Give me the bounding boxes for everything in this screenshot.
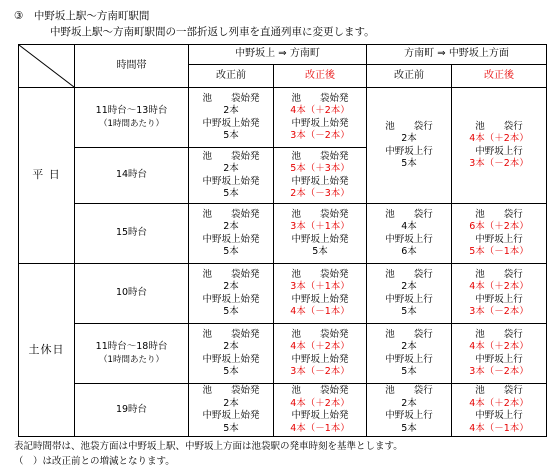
- origin-label: 中野坂上始発: [202, 175, 260, 187]
- destination-label: 中野坂上行: [475, 233, 523, 245]
- d1-before-cell: [189, 148, 274, 204]
- time-band-label: 19時台: [115, 403, 148, 415]
- header-time-band: 時間帯: [75, 45, 189, 88]
- d1-after-cell: [274, 384, 367, 437]
- train-count: 5本: [223, 246, 239, 257]
- train-count: 5本: [223, 130, 239, 141]
- destination-label: 池 袋行: [385, 208, 433, 220]
- origin-label: 池 袋始発: [291, 150, 349, 162]
- destination-label: 池 袋行: [475, 385, 523, 396]
- time-band-label: 11時台～18時台: [95, 341, 168, 352]
- d2-before-cell: [367, 384, 452, 437]
- d1-after-cell: [274, 88, 367, 148]
- train-count-change: 4本（＋2本）: [469, 341, 529, 352]
- d2-before-cell: [367, 88, 452, 204]
- origin-label: 池 袋始発: [202, 208, 260, 220]
- origin-label: 池 袋始発: [291, 328, 349, 340]
- train-count-change: 4本（－1本）: [469, 422, 529, 434]
- destination-label: 中野坂上行: [475, 410, 523, 421]
- time-band-cell: [75, 88, 189, 148]
- d2-after-cell: [452, 88, 547, 204]
- d2-after-cell: [452, 324, 547, 384]
- origin-label: 中野坂上始発: [291, 175, 349, 187]
- origin-label: 池 袋始発: [202, 150, 260, 162]
- d1-before-cell: [189, 264, 274, 324]
- header-d1-before: 改正前: [189, 65, 274, 88]
- timetable-change-table: [18, 44, 547, 437]
- header-direction-2: 方南町 ⇒ 中野坂上方面: [367, 45, 547, 65]
- d1-before-cell: [189, 204, 274, 264]
- origin-label: 池 袋始発: [291, 92, 349, 104]
- train-count: 5本: [401, 366, 417, 377]
- train-count-change: 3本（－2本）: [290, 130, 350, 141]
- train-count: 2本: [401, 133, 417, 144]
- destination-label: 中野坂上行: [475, 353, 523, 365]
- header-d2-after: 改正後: [452, 65, 547, 88]
- table-row: [19, 88, 547, 148]
- train-count: 5本: [401, 306, 417, 317]
- destination-label: 中野坂上行: [475, 145, 523, 157]
- time-band-note: （1時間あたり）: [99, 118, 164, 129]
- origin-label: 中野坂上始発: [291, 233, 349, 245]
- destination-label: 中野坂上行: [385, 353, 433, 365]
- train-count: 2本: [223, 281, 239, 292]
- origin-label: 中野坂上始発: [202, 293, 260, 305]
- train-count-change: 3本（－2本）: [469, 158, 529, 169]
- d2-before-cell: [367, 204, 452, 264]
- header-direction-1: 中野坂上 ⇒ 方南町: [189, 45, 367, 65]
- table-row: [19, 204, 547, 264]
- train-count-change: 6本（＋2本）: [469, 221, 529, 232]
- destination-label: 中野坂上行: [475, 293, 523, 305]
- destination-label: 池 袋行: [385, 268, 433, 280]
- destination-label: 池 袋行: [475, 208, 523, 220]
- destination-label: 池 袋行: [475, 120, 523, 132]
- destination-label: 中野坂上行: [385, 145, 433, 157]
- train-count-change: 4本（＋2本）: [469, 397, 529, 409]
- destination-label: 中野坂上行: [385, 233, 433, 245]
- origin-label: 池 袋始発: [202, 268, 260, 280]
- origin-label: 池 袋始発: [291, 385, 349, 396]
- train-count: 2本: [223, 163, 239, 174]
- train-count: 2本: [401, 281, 417, 292]
- origin-label: 中野坂上始発: [202, 353, 260, 365]
- destination-label: 池 袋行: [385, 120, 433, 132]
- d1-before-cell: [189, 324, 274, 384]
- train-count-change: 4本（－1本）: [290, 306, 350, 317]
- d2-after-cell: [452, 204, 547, 264]
- d2-after-cell: [452, 264, 547, 324]
- train-count: 2本: [223, 397, 239, 409]
- origin-label: 中野坂上始発: [291, 293, 349, 305]
- train-count-change: 4本（＋2本）: [469, 281, 529, 292]
- table-row: [19, 264, 547, 324]
- train-count-change: 3本（－2本）: [469, 306, 529, 317]
- train-count-change: 3本（－2本）: [469, 366, 529, 377]
- d1-after-cell: [274, 148, 367, 204]
- origin-label: 池 袋始発: [291, 268, 349, 280]
- header-corner-cell: [19, 45, 75, 88]
- footnote: 表記時間帯は、池袋方面は中野坂上駅、中野坂上方面は池袋駅の発車時刻を基準とします。: [14, 441, 403, 452]
- train-count-change: 5本（－1本）: [469, 246, 529, 257]
- time-band-label: 10時台: [115, 287, 148, 299]
- d1-after-cell: [274, 204, 367, 264]
- category-holiday: 土休日: [19, 264, 75, 437]
- train-count: 2本: [401, 341, 417, 352]
- origin-label: 中野坂上始発: [291, 410, 349, 421]
- train-count: 5本: [401, 422, 417, 434]
- train-count-change: 4本（＋2本）: [290, 105, 350, 116]
- table-row: [19, 384, 547, 437]
- time-band-note: （1時間あたり）: [99, 354, 164, 365]
- train-count: 2本: [223, 221, 239, 232]
- train-count: 6本: [401, 246, 417, 257]
- origin-label: 中野坂上始発: [291, 353, 349, 365]
- train-count: 2本: [401, 397, 417, 409]
- category-weekday: 平 日: [19, 88, 75, 264]
- train-count: 5本: [223, 366, 239, 377]
- origin-label: 中野坂上始発: [202, 117, 260, 129]
- train-count: 5本: [312, 246, 328, 257]
- d1-after-cell: [274, 264, 367, 324]
- train-count-change: 3本（－2本）: [290, 366, 350, 377]
- train-count-change: 5本（＋3本）: [290, 163, 350, 174]
- footnote: （ ）は改正前との増減となります。: [14, 456, 175, 467]
- time-band-label: 11時台～13時台: [95, 105, 168, 116]
- time-band-cell: [75, 204, 189, 264]
- d2-before-cell: [367, 324, 452, 384]
- train-count: 2本: [223, 341, 239, 352]
- time-band-cell: [75, 384, 189, 437]
- time-band-cell: [75, 148, 189, 204]
- time-band-label: 15時台: [115, 227, 148, 239]
- train-count: 4本: [401, 221, 417, 232]
- train-count: 5本: [401, 158, 417, 169]
- destination-label: 池 袋行: [385, 385, 433, 396]
- train-count-change: 4本（－1本）: [290, 422, 350, 434]
- origin-label: 池 袋始発: [202, 92, 260, 104]
- destination-label: 池 袋行: [385, 328, 433, 340]
- d2-after-cell: [452, 384, 547, 437]
- origin-label: 中野坂上始発: [291, 117, 349, 129]
- d1-after-cell: [274, 324, 367, 384]
- destination-label: 池 袋行: [475, 328, 523, 340]
- train-count-change: 4本（＋2本）: [469, 133, 529, 144]
- destination-label: 中野坂上行: [385, 293, 433, 305]
- time-band-cell: [75, 324, 189, 384]
- origin-label: 池 袋始発: [202, 328, 260, 340]
- train-count: 5本: [223, 188, 239, 199]
- train-count-change: 4本（＋2本）: [290, 397, 350, 409]
- time-band-cell: [75, 264, 189, 324]
- train-count: 5本: [223, 422, 239, 434]
- section-title: ③ 中野坂上駅～方南町駅間: [14, 10, 150, 22]
- train-count-change: 3本（＋1本）: [290, 221, 350, 232]
- train-count-change: 4本（＋2本）: [290, 341, 350, 352]
- origin-label: 池 袋始発: [291, 208, 349, 220]
- d1-before-cell: [189, 88, 274, 148]
- origin-label: 池 袋始発: [202, 385, 260, 396]
- section-subtitle: 中野坂上駅～方南町駅間の一部折返し列車を直通列車に変更します。: [50, 26, 375, 38]
- train-count: 2本: [223, 105, 239, 116]
- destination-label: 中野坂上行: [385, 410, 433, 421]
- destination-label: 池 袋行: [475, 268, 523, 280]
- d1-before-cell: [189, 384, 274, 437]
- d2-before-cell: [367, 264, 452, 324]
- origin-label: 中野坂上始発: [202, 410, 260, 421]
- header-d2-before: 改正前: [367, 65, 452, 88]
- train-count-change: 2本（－3本）: [290, 188, 350, 199]
- table-row: [19, 324, 547, 384]
- train-count-change: 3本（＋1本）: [290, 281, 350, 292]
- train-count: 5本: [223, 306, 239, 317]
- origin-label: 中野坂上始発: [202, 233, 260, 245]
- time-band-label: 14時台: [115, 169, 148, 181]
- header-d1-after: 改正後: [274, 65, 367, 88]
